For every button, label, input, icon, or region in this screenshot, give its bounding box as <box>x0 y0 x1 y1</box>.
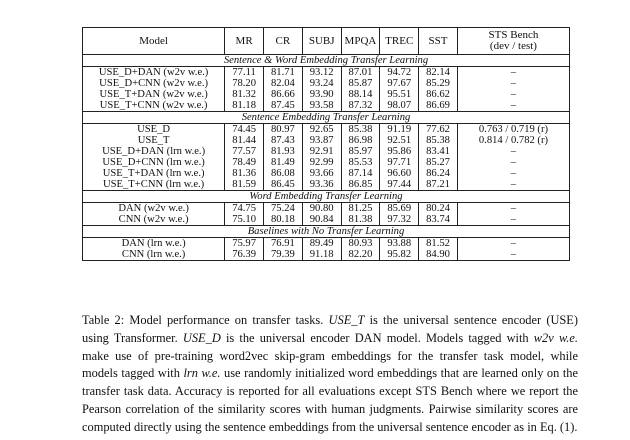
score-cell: 85.87 <box>341 78 380 89</box>
score-cell: 85.97 <box>341 146 380 157</box>
score-cell: 81.32 <box>225 89 264 100</box>
score-cell: 86.24 <box>419 168 458 179</box>
caption-text: make use of pre-training word2vec skip-gram embeddings for the transfer task model, while models tagged with <box>82 348 578 381</box>
model-name-cell: USE_T+DAN (w2v w.e.) <box>83 89 225 100</box>
score-cell: 93.90 <box>302 89 341 100</box>
header-trec: TREC <box>380 28 419 55</box>
caption-term: USE_T <box>328 313 365 327</box>
score-cell: 82.14 <box>419 67 458 79</box>
score-cell: 78.49 <box>225 157 264 168</box>
score-cell: 87.21 <box>419 179 458 191</box>
table-row <box>83 89 570 100</box>
score-cell: 97.71 <box>380 157 419 168</box>
caption-term: USE_D <box>182 330 221 345</box>
score-cell: 93.12 <box>302 67 341 79</box>
score-cell: 91.18 <box>302 249 341 261</box>
score-cell: – <box>457 214 569 226</box>
score-cell: 76.39 <box>225 249 264 261</box>
score-cell: – <box>457 249 569 261</box>
header-model: Model <box>83 28 225 55</box>
table-row <box>83 146 570 157</box>
score-cell: – <box>457 238 569 250</box>
score-cell: 90.84 <box>302 214 341 226</box>
score-cell: 86.08 <box>264 168 303 179</box>
score-cell: 0.814 / 0.782 (r) <box>457 135 569 146</box>
score-cell: 81.71 <box>264 67 303 79</box>
section-title: Sentence & Word Embedding Transfer Learning <box>83 55 570 67</box>
table-row <box>83 67 570 79</box>
score-cell: 74.75 <box>225 203 264 215</box>
score-cell: 82.04 <box>264 78 303 89</box>
score-cell: 92.91 <box>302 146 341 157</box>
caption-term: w2v w.e. <box>533 330 578 345</box>
score-cell: – <box>457 168 569 179</box>
score-cell: – <box>457 203 569 215</box>
score-cell: 92.65 <box>302 124 341 136</box>
caption-text: is the universal encoder DAN model. Models tagged with <box>220 330 534 345</box>
model-name-cell: USE_D+CNN (lrn w.e.) <box>83 157 225 168</box>
score-cell: 89.49 <box>302 238 341 250</box>
score-cell: 81.59 <box>225 179 264 191</box>
score-cell: 81.93 <box>264 146 303 157</box>
score-cell: 81.38 <box>341 214 380 226</box>
section-header-row <box>83 112 570 124</box>
model-name-cell: USE_D+DAN (w2v w.e.) <box>83 67 225 79</box>
score-cell: 81.52 <box>419 238 458 250</box>
score-cell: 93.87 <box>302 135 341 146</box>
score-cell: 86.45 <box>264 179 303 191</box>
score-cell: 77.62 <box>419 124 458 136</box>
score-cell: 85.38 <box>419 135 458 146</box>
section-header-row <box>83 191 570 203</box>
section-title: Word Embedding Transfer Learning <box>83 191 570 203</box>
model-name-cell: USE_T+DAN (lrn w.e.) <box>83 168 225 179</box>
score-cell: – <box>457 100 569 112</box>
score-cell: 83.41 <box>419 146 458 157</box>
score-cell: 94.72 <box>380 67 419 79</box>
header-cr: CR <box>264 28 303 55</box>
score-cell: 93.66 <box>302 168 341 179</box>
model-name-cell: USE_D <box>83 124 225 136</box>
model-name-cell: USE_D+CNN (w2v w.e.) <box>83 78 225 89</box>
model-name-cell: DAN (lrn w.e.) <box>83 238 225 250</box>
results-table-container <box>82 27 570 261</box>
score-cell: 93.58 <box>302 100 341 112</box>
table-row <box>83 168 570 179</box>
score-cell: 85.38 <box>341 124 380 136</box>
model-name-cell: USE_T+CNN (lrn w.e.) <box>83 179 225 191</box>
score-cell: 80.93 <box>341 238 380 250</box>
score-cell: 81.49 <box>264 157 303 168</box>
model-name-cell: CNN (w2v w.e.) <box>83 214 225 226</box>
score-cell: 85.53 <box>341 157 380 168</box>
table-row <box>83 249 570 261</box>
model-name-cell: CNN (lrn w.e.) <box>83 249 225 261</box>
score-cell: 92.99 <box>302 157 341 168</box>
score-cell: 98.07 <box>380 100 419 112</box>
table-row <box>83 179 570 191</box>
score-cell: 81.44 <box>225 135 264 146</box>
table-row <box>83 100 570 112</box>
score-cell: 78.20 <box>225 78 264 89</box>
score-cell: 76.91 <box>264 238 303 250</box>
header-mr: MR <box>225 28 264 55</box>
score-cell: 85.27 <box>419 157 458 168</box>
caption-term: lrn w.e. <box>183 366 221 381</box>
score-cell: 87.32 <box>341 100 380 112</box>
header-sts-subtitle: (dev / test) <box>489 40 537 52</box>
score-cell: 83.74 <box>419 214 458 226</box>
header-mpqa: MPQA <box>341 28 380 55</box>
score-cell: 81.25 <box>341 203 380 215</box>
score-cell: 87.01 <box>341 67 380 79</box>
score-cell: – <box>457 146 569 157</box>
score-cell: – <box>457 179 569 191</box>
score-cell: 86.62 <box>419 89 458 100</box>
score-cell: 86.66 <box>264 89 303 100</box>
table-body <box>83 55 570 261</box>
score-cell: 92.51 <box>380 135 419 146</box>
model-name-cell: USE_T+CNN (w2v w.e.) <box>83 100 225 112</box>
score-cell: 93.88 <box>380 238 419 250</box>
score-cell: 95.51 <box>380 89 419 100</box>
score-cell: 85.29 <box>419 78 458 89</box>
table-row <box>83 135 570 146</box>
score-cell: 96.60 <box>380 168 419 179</box>
score-cell: 88.14 <box>341 89 380 100</box>
caption-text: is the universal sentence encoder (USE) using Transformer. <box>82 313 578 345</box>
model-name-cell: DAN (w2v w.e.) <box>83 203 225 215</box>
section-header-row <box>83 226 570 238</box>
table-row <box>83 78 570 89</box>
score-cell: 77.11 <box>225 67 264 79</box>
table-row <box>83 203 570 215</box>
table-row <box>83 214 570 226</box>
score-cell: 82.20 <box>341 249 380 261</box>
score-cell: 79.39 <box>264 249 303 261</box>
score-cell: 80.24 <box>419 203 458 215</box>
score-cell: 86.85 <box>341 179 380 191</box>
section-title: Sentence Embedding Transfer Learning <box>83 112 570 124</box>
score-cell: 95.82 <box>380 249 419 261</box>
header-subj: SUBJ <box>302 28 341 55</box>
score-cell: 97.44 <box>380 179 419 191</box>
score-cell: – <box>457 157 569 168</box>
score-cell: 87.45 <box>264 100 303 112</box>
model-name-cell: USE_T <box>83 135 225 146</box>
score-cell: 87.43 <box>264 135 303 146</box>
score-cell: 97.67 <box>380 78 419 89</box>
score-cell: 85.69 <box>380 203 419 215</box>
score-cell: 86.69 <box>419 100 458 112</box>
score-cell: 84.90 <box>419 249 458 261</box>
results-table <box>82 27 570 261</box>
score-cell: 90.80 <box>302 203 341 215</box>
score-cell: 75.10 <box>225 214 264 226</box>
caption-text: use randomly initialized word embeddings that are learned only on the transfer task data. Accuracy is reported for all evaluations except STS Bench where we report the Pearson correlation of the similarity scores with human judgments. Pairwise similarity scores are computed directly using the sentence embeddings from the universal sentence encoder as in Eq. (1). <box>82 366 578 434</box>
score-cell: 80.18 <box>264 214 303 226</box>
section-title: Baselines with No Transfer Learning <box>83 226 570 238</box>
table-row <box>83 238 570 250</box>
score-cell: 93.24 <box>302 78 341 89</box>
score-cell: 93.36 <box>302 179 341 191</box>
table-caption <box>82 312 578 437</box>
header-row <box>83 28 570 55</box>
model-name-cell: USE_D+DAN (lrn w.e.) <box>83 146 225 157</box>
score-cell: 75.97 <box>225 238 264 250</box>
score-cell: 80.97 <box>264 124 303 136</box>
header-sst: SST <box>419 28 458 55</box>
table-row <box>83 157 570 168</box>
table-row <box>83 124 570 136</box>
score-cell: – <box>457 89 569 100</box>
score-cell: 0.763 / 0.719 (r) <box>457 124 569 136</box>
score-cell: 77.57 <box>225 146 264 157</box>
header-sts-title: STS Bench <box>488 29 539 41</box>
score-cell: – <box>457 78 569 89</box>
score-cell: 91.19 <box>380 124 419 136</box>
score-cell: 75.24 <box>264 203 303 215</box>
header-sts <box>457 28 569 55</box>
score-cell: 95.86 <box>380 146 419 157</box>
score-cell: 87.14 <box>341 168 380 179</box>
score-cell: 74.45 <box>225 124 264 136</box>
score-cell: 81.18 <box>225 100 264 112</box>
section-header-row <box>83 55 570 67</box>
score-cell: 81.36 <box>225 168 264 179</box>
caption-text: Table 2: Model performance on transfer tasks. <box>82 313 329 327</box>
score-cell: – <box>457 67 569 79</box>
score-cell: 86.98 <box>341 135 380 146</box>
score-cell: 97.32 <box>380 214 419 226</box>
